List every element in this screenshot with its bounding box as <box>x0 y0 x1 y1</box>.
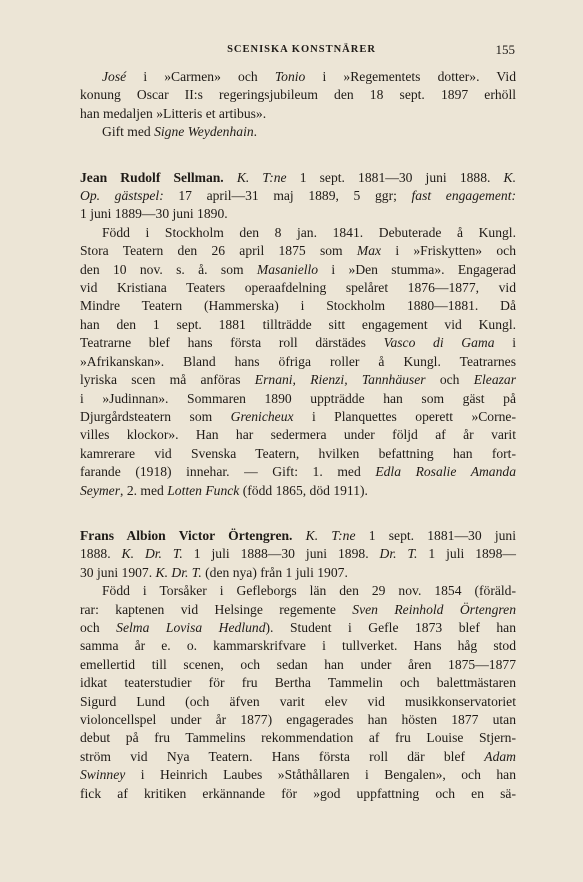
text-line <box>80 261 516 279</box>
italic-text: Tonio <box>274 69 306 84</box>
text-run: Född i Torsåker i Gefleborgs län den 29 nov. 1854 (föräld- <box>102 583 516 599</box>
entry-continuation <box>80 68 516 142</box>
text-run: (den nya) från 1 juli 1907. <box>201 564 348 580</box>
italic-text: K. T:ne <box>305 527 356 543</box>
text-run: i »Carmen» och <box>126 69 275 84</box>
text-run: 1888. <box>80 546 122 562</box>
text-run: han den 1 sept. 1881 tillträdde sitt engagement vid Kungl. <box>80 316 516 332</box>
text-run: 1 juli 1898— <box>417 546 516 562</box>
italic-text: Swinney <box>80 767 126 783</box>
text-line <box>80 105 516 123</box>
text-line <box>80 545 516 563</box>
italic-text: K. <box>503 169 517 185</box>
text-run: 1 sept. 1881—30 juni 1888. <box>286 169 504 185</box>
italic-text: K. Dr. T. <box>155 564 202 580</box>
entry-ortengren <box>80 527 516 803</box>
text-line <box>80 748 516 766</box>
text-line <box>80 582 516 600</box>
text-run: . <box>253 124 258 140</box>
italic-text: Seymer <box>80 482 121 498</box>
text-line <box>80 785 516 803</box>
page-number: 155 <box>495 42 515 57</box>
text-line <box>80 426 516 444</box>
text-run: Sigurd Lund (och äfven varit elev vid musikkonservatoriet <box>80 693 516 709</box>
text-line <box>80 619 516 637</box>
text-run: i »Friskytten» och <box>381 243 516 259</box>
text-line <box>80 408 516 426</box>
text-run: 1 sept. 1881—30 juni <box>355 527 516 543</box>
text-run: Gift med <box>102 124 155 140</box>
text-run: och <box>425 372 474 388</box>
text-run: debut på fru Tammelins rekommendation af fru Louise Stjern- <box>80 730 516 746</box>
text-run: i »Judinnan». Sommaren 1890 uppträdde han som gäst på <box>80 390 516 406</box>
italic-text: Op. gästspel: <box>80 188 164 204</box>
text-run: i Heinrich Laubes »Ståthållaren i Bengalen», och han <box>125 767 516 783</box>
text-run: (född 1865, död 1911). <box>239 482 368 498</box>
entry-name: Jean Rudolf Sellman. <box>80 169 224 185</box>
text-run: , 2. med <box>120 482 168 498</box>
text-line <box>80 187 516 205</box>
text-run <box>292 528 305 543</box>
italic-text: Adam <box>484 748 516 764</box>
text-run: 17 april—31 maj 1889, 5 ggr; <box>163 188 412 204</box>
text-run: konung Oscar II:s regeringsjubileum den 18 sept. 1897 erhöll <box>80 87 516 103</box>
text-line <box>80 224 516 242</box>
text-run: fick af kritiken erkännande för »god uppfattning och en sä- <box>80 785 516 801</box>
page-header <box>88 44 515 64</box>
text-line <box>80 656 516 674</box>
text-line <box>80 729 516 747</box>
text-line <box>80 123 516 141</box>
text-line <box>80 371 516 389</box>
text-run: han medaljen »Litteris et artibus». <box>80 105 267 121</box>
text-run: den 10 nov. s. å. som <box>80 261 257 277</box>
text-line <box>80 766 516 784</box>
running-head: SCENISKA KONSTNÄRER <box>227 44 376 55</box>
italic-text: Dr. T. <box>379 546 418 562</box>
italic-text: Sven Reinhold Örtengren <box>352 601 516 617</box>
entry-name: Frans Albion Victor Örtengren. <box>80 527 293 543</box>
italic-text: Vasco di Gama <box>383 335 495 351</box>
italic-text: Signe Weydenhain <box>154 124 254 140</box>
text-line <box>80 353 516 371</box>
text-line <box>80 316 516 334</box>
entry-sellman <box>80 169 516 500</box>
italic-text: Ernani, Rienzi, Tannhäuser <box>254 372 426 388</box>
text-line <box>80 279 516 297</box>
text-line <box>80 693 516 711</box>
text-line <box>80 527 516 545</box>
text-run: Mindre Teatern (Hammerska) i Stockholm 1880—1881. Då <box>80 298 516 314</box>
text-run: och <box>80 619 117 635</box>
text-run: 1 juli 1888—30 juni 1898. <box>182 546 380 562</box>
text-run: vid Kristiana Teaters operaafdelning spelåret 1876—1877, vid <box>80 280 516 296</box>
text-run: 1 juni 1889—30 juni 1890. <box>80 206 228 222</box>
italic-text: Max <box>356 243 382 259</box>
text-run: i »Den stumma». Engagerad <box>318 261 516 277</box>
text-run: kamrerare vid Svenska Teatern, hvilken befattning han fort- <box>80 445 516 461</box>
text-run: i <box>494 335 516 351</box>
italic-text: Masaniello <box>256 261 319 277</box>
text-run: Teatrarne blef hans första roll därstädes <box>80 335 384 351</box>
italic-text: Lotten Funck <box>167 482 240 498</box>
italic-text: Grenicheux <box>230 408 294 424</box>
text-run: lyriska scen må anföras <box>80 372 255 388</box>
italic-text: K. Dr. T. <box>121 546 183 562</box>
text-line <box>80 482 516 500</box>
text-run: »Afrikanskan». Bland hans öfriga roller å Kungl. Teatrarnes <box>80 353 516 369</box>
text-run <box>224 170 237 185</box>
text-line <box>80 637 516 655</box>
text-run: Djurgårdsteatern som <box>80 408 231 424</box>
italic-text: fast engagement: <box>411 188 516 204</box>
text-run: i Planquettes operett »Corne- <box>293 408 516 424</box>
text-line <box>80 711 516 729</box>
text-run: violoncellspel under år 1877) engagerades han hösten 1877 utan <box>80 712 516 727</box>
text-line <box>80 390 516 408</box>
text-run: samma år e. o. kammarskrifvare i tullverket. Hans håg stod <box>80 638 516 654</box>
italic-text: José <box>102 69 127 84</box>
text-line <box>80 242 516 260</box>
italic-text: Selma Lovisa Hedlund <box>116 619 266 635</box>
text-run: i »Regementets dotter». Vid <box>305 69 516 84</box>
text-run: farande (1918) innehar. — Gift: 1. med <box>80 464 376 480</box>
text-run: idkat teaterstudier för fru Bertha Tammelin och balettmästaren <box>80 675 516 691</box>
text-line <box>80 674 516 692</box>
text-line <box>80 463 516 481</box>
text-line <box>80 86 516 104</box>
text-run: villes klockor». Han har sedermera under följd af år varit <box>80 427 516 443</box>
italic-text: Edla Rosalie Amanda <box>375 464 516 480</box>
text-run: ). Student i Gefle 1873 blef han <box>265 619 516 635</box>
text-run: Stora Teatern den 26 april 1875 som <box>80 243 357 259</box>
text-line <box>80 297 516 315</box>
text-line <box>80 169 516 187</box>
text-run: rar: kaptenen vid Helsinge regemente <box>80 601 353 617</box>
text-run: emellertid till scenen, och sedan han under åren 1875—1877 <box>80 656 516 672</box>
text-line <box>80 601 516 619</box>
text-line <box>80 205 516 223</box>
italic-text: K. T:ne <box>236 169 287 185</box>
page-body <box>80 68 516 803</box>
text-run: 30 juni 1907. <box>80 564 156 580</box>
text-line <box>80 68 516 86</box>
text-run: ström vid Nya Teatern. Hans första roll där blef <box>80 748 485 764</box>
italic-text: Eleazar <box>473 372 516 388</box>
text-run: Född i Stockholm den 8 jan. 1841. Debuterade å Kungl. <box>102 224 516 240</box>
text-line <box>80 564 516 582</box>
text-line <box>80 445 516 463</box>
text-line <box>80 334 516 352</box>
